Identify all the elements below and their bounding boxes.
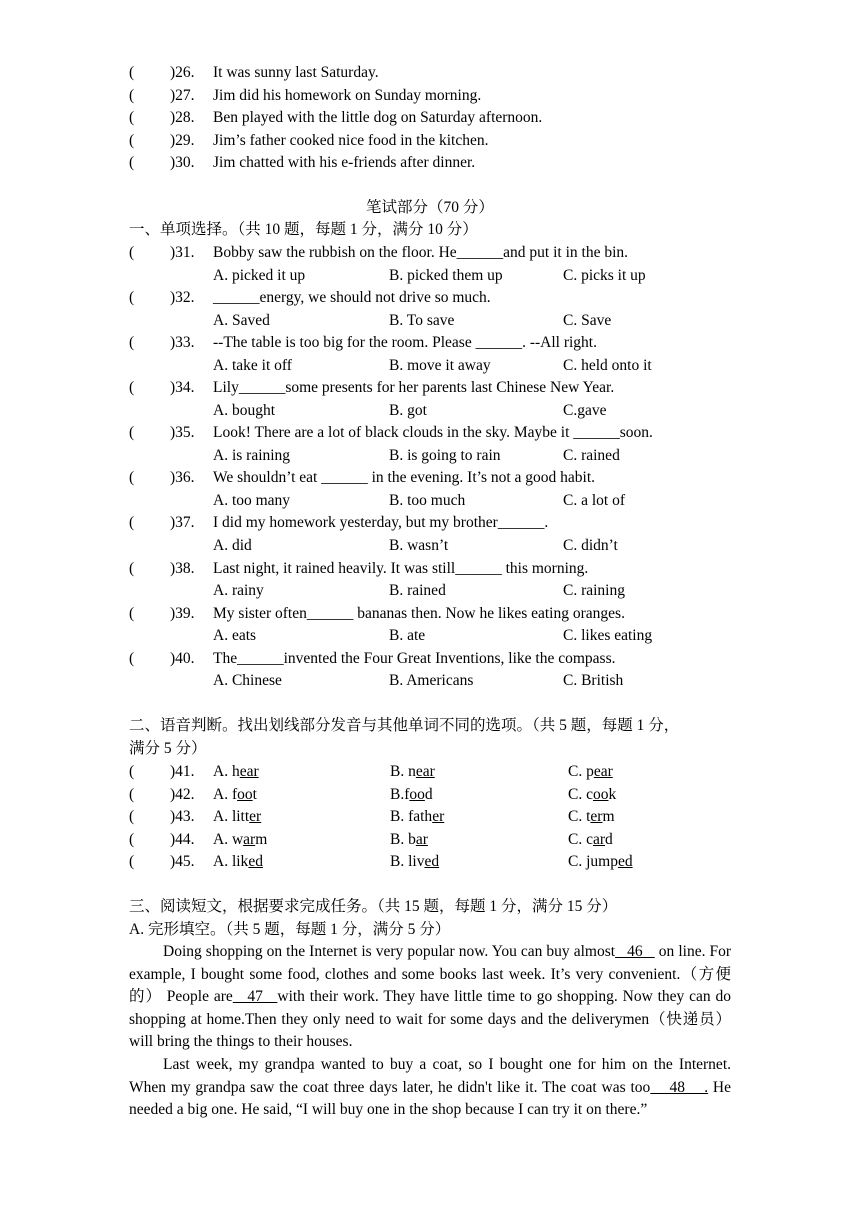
answer-bracket[interactable]: ( (129, 763, 135, 780)
underlined-letters: oo (409, 786, 425, 803)
option-a (213, 784, 257, 807)
blank-46[interactable]: 46 (615, 943, 655, 960)
option-a: A. bought (213, 402, 275, 419)
word-part: d (424, 786, 433, 803)
option-b (390, 851, 439, 874)
underlined-letters: ear (593, 763, 613, 780)
section-2-title-line-1: 二、语音判断。找出划线部分发音与其他单词不同的选项。（共 5 题，每题 1 分， (129, 717, 680, 734)
question-text: We shouldn’t eat ______ in the evening. It’s not a good habit. (213, 469, 596, 486)
underlined-letters: ar (592, 831, 606, 848)
option-a: A. rainy (213, 582, 264, 599)
question-number: )32. (170, 289, 195, 306)
option-a (213, 851, 263, 874)
underlined-letters: ar (415, 831, 428, 848)
question-number: )43. (170, 808, 195, 825)
answer-bracket[interactable]: ( (129, 289, 135, 306)
underlined-letters: ed (617, 853, 633, 870)
written-part-title: 笔试部分（70 分） (366, 199, 494, 216)
option-b: B. move it away (389, 357, 491, 374)
option-b: B. is going to rain (389, 447, 501, 464)
option-c: C. rained (563, 447, 620, 464)
option-a: A. picked it up (213, 267, 306, 284)
underlined-letters: oo (592, 786, 609, 803)
word-part: m (255, 831, 268, 848)
word-part: t (252, 786, 257, 803)
question-number: )30. (170, 154, 195, 171)
word-part: A. f (213, 786, 238, 803)
answer-bracket[interactable]: ( (129, 87, 135, 104)
passage-paragraph-2 (129, 1054, 731, 1122)
word-part: A. lik (213, 853, 249, 870)
answer-bracket[interactable]: ( (129, 469, 135, 486)
answer-bracket[interactable]: ( (129, 424, 135, 441)
passage-text: Last week, my grandpa wanted to buy a coat, so I bought one for him on the Internet. When my grandpa saw the coat three days later, he didn't like it. The coat was too (129, 1056, 731, 1096)
answer-bracket[interactable]: ( (129, 786, 135, 803)
question-number: )37. (170, 514, 195, 531)
word-part: B. fath (390, 808, 433, 825)
option-c: C. raining (563, 582, 625, 599)
question-text: Lily______some presents for her parents last Chinese New Year. (213, 379, 615, 396)
underlined-letters: ear (239, 763, 259, 780)
section-3a-title: A. 完形填空。（共 5 题，每题 1 分，满分 5 分） (129, 921, 451, 938)
answer-bracket[interactable]: ( (129, 244, 135, 261)
question-text: Jim did his homework on Sunday morning. (213, 87, 482, 104)
question-text: Jim chatted with his e-friends after dinner. (213, 154, 476, 171)
underlined-letters: er (432, 808, 445, 825)
word-part: C. c (568, 831, 593, 848)
option-a (213, 806, 261, 829)
question-number: )29. (170, 132, 195, 149)
answer-bracket[interactable]: ( (129, 560, 135, 577)
answer-bracket[interactable]: ( (129, 831, 135, 848)
word-part: m (602, 808, 615, 825)
option-b: B. To save (389, 312, 455, 329)
option-c: C. held onto it (563, 357, 652, 374)
question-text: Look! There are a lot of black clouds in the sky. Maybe it ______soon. (213, 424, 653, 441)
passage-text: with their work. They have little time to go shopping. Now they can do shopping at home.Then they only need to wait for some days and the deliverymen（快递员）will bring the things to their houses. (129, 988, 732, 1051)
answer-bracket[interactable]: ( (129, 514, 135, 531)
option-a: A. Chinese (213, 672, 282, 689)
word-part: C. jump (568, 853, 618, 870)
word-part: A. litt (213, 808, 250, 825)
option-c: C. British (563, 672, 624, 689)
answer-bracket[interactable]: ( (129, 334, 135, 351)
underlined-letters: ar (243, 831, 256, 848)
word-part: C. c (568, 786, 593, 803)
option-c: C. didn’t (563, 537, 618, 554)
section-1-title: 一、单项选择。（共 10 题，每题 1 分，满分 10 分） (129, 221, 478, 238)
word-part: A. h (213, 763, 240, 780)
word-part: k (608, 786, 617, 803)
option-b (390, 784, 433, 807)
option-a: A. take it off (213, 357, 292, 374)
word-part: B. b (390, 831, 416, 848)
underlined-letters: ear (415, 763, 435, 780)
option-c: C. likes eating (563, 627, 653, 644)
answer-bracket[interactable]: ( (129, 154, 135, 171)
passage-paragraph-1 (129, 941, 731, 1054)
question-number: )44. (170, 831, 195, 848)
question-number: )35. (170, 424, 195, 441)
option-a: A. eats (213, 627, 257, 644)
underlined-letters: er (249, 808, 262, 825)
passage-text: on line. For example, I bought some food, clothes and some books last week. It’s very convenient.（方便的） People are (129, 943, 732, 1006)
word-part: C. p (568, 763, 594, 780)
passage-text: Doing shopping on the Internet is very popular now. You can buy almost (163, 943, 616, 960)
option-c (568, 806, 615, 829)
question-number: )45. (170, 853, 195, 870)
question-number: )26. (170, 64, 195, 81)
question-text: ______energy, we should not drive so much. (213, 289, 491, 306)
option-c: C. picks it up (563, 267, 646, 284)
question-text: It was sunny last Saturday. (213, 64, 379, 81)
question-text: Bobby saw the rubbish on the floor. He______and put it in the bin. (213, 244, 629, 261)
underlined-letters: er (590, 808, 603, 825)
option-b: B. picked them up (389, 267, 503, 284)
option-c: C. a lot of (563, 492, 625, 509)
option-a: A. did (213, 537, 252, 554)
answer-bracket[interactable]: ( (129, 605, 135, 622)
question-number: )39. (170, 605, 195, 622)
question-number: )42. (170, 786, 195, 803)
underlined-letters: oo (237, 786, 253, 803)
word-part: B. liv (390, 853, 425, 870)
question-number: )38. (170, 560, 195, 577)
question-number: )36. (170, 469, 195, 486)
question-text: Ben played with the little dog on Saturday afternoon. (213, 109, 543, 126)
option-a (213, 829, 267, 852)
question-number: )40. (170, 650, 195, 667)
word-part: A. w (213, 831, 244, 848)
option-c: C. Save (563, 312, 612, 329)
answer-bracket[interactable]: ( (129, 64, 135, 81)
option-c (568, 784, 616, 807)
answer-bracket[interactable]: ( (129, 808, 135, 825)
option-a: A. Saved (213, 312, 270, 329)
section-2-title-line-2: 满分 5 分） (129, 740, 207, 757)
word-part: B. n (390, 763, 416, 780)
option-b (390, 806, 444, 829)
blank-48[interactable]: 48 . (650, 1078, 709, 1096)
option-b: B. too much (389, 492, 466, 509)
answer-bracket[interactable]: ( (129, 109, 135, 126)
answer-bracket[interactable]: ( (129, 379, 135, 396)
question-text: Jim’s father cooked nice food in the kitchen. (213, 132, 489, 149)
option-c (568, 851, 633, 874)
option-a: A. too many (213, 492, 291, 509)
passage-text: He needed a big one. He said, “I will buy one in the shop because I can try it on there.” (129, 1078, 731, 1119)
answer-bracket[interactable]: ( (129, 132, 135, 149)
question-text: Last night, it rained heavily. It was still______ this morning. (213, 560, 589, 577)
option-b: B. Americans (389, 672, 474, 689)
option-c (568, 829, 613, 852)
word-part: d (605, 831, 613, 848)
option-a (213, 761, 259, 784)
word-part: C. t (568, 808, 591, 825)
underlined-letters: ed (424, 853, 440, 870)
option-a: A. is raining (213, 447, 291, 464)
underlined-letters: ed (248, 853, 263, 870)
question-text: I did my homework yesterday, but my brother______. (213, 514, 549, 531)
question-number: )34. (170, 379, 195, 396)
question-number: )31. (170, 244, 195, 261)
option-b: B. wasn’t (389, 537, 449, 554)
question-number: )27. (170, 87, 195, 104)
option-b: B. ate (389, 627, 426, 644)
option-b (390, 829, 428, 852)
option-c (568, 761, 613, 784)
question-text: --The table is too big for the room. Please ______. --All right. (213, 334, 597, 351)
option-b (390, 761, 435, 784)
question-text: The______invented the Four Great Inventions, like the compass. (213, 650, 616, 667)
question-text: My sister often______ bananas then. Now he likes eating oranges. (213, 605, 625, 622)
section-3-title: 三、阅读短文，根据要求完成任务。（共 15 题，每题 1 分，满分 15 分） (129, 898, 618, 915)
option-b: B. rained (389, 582, 446, 599)
answer-bracket[interactable]: ( (129, 650, 135, 667)
question-number: )33. (170, 334, 195, 351)
answer-bracket[interactable]: ( (129, 853, 135, 870)
option-b: B. got (389, 402, 427, 419)
question-number: )28. (170, 109, 195, 126)
word-part: B.f (390, 786, 410, 803)
option-c: C.gave (563, 402, 607, 419)
question-number: )41. (170, 763, 195, 780)
blank-47[interactable]: 47 (232, 988, 278, 1006)
